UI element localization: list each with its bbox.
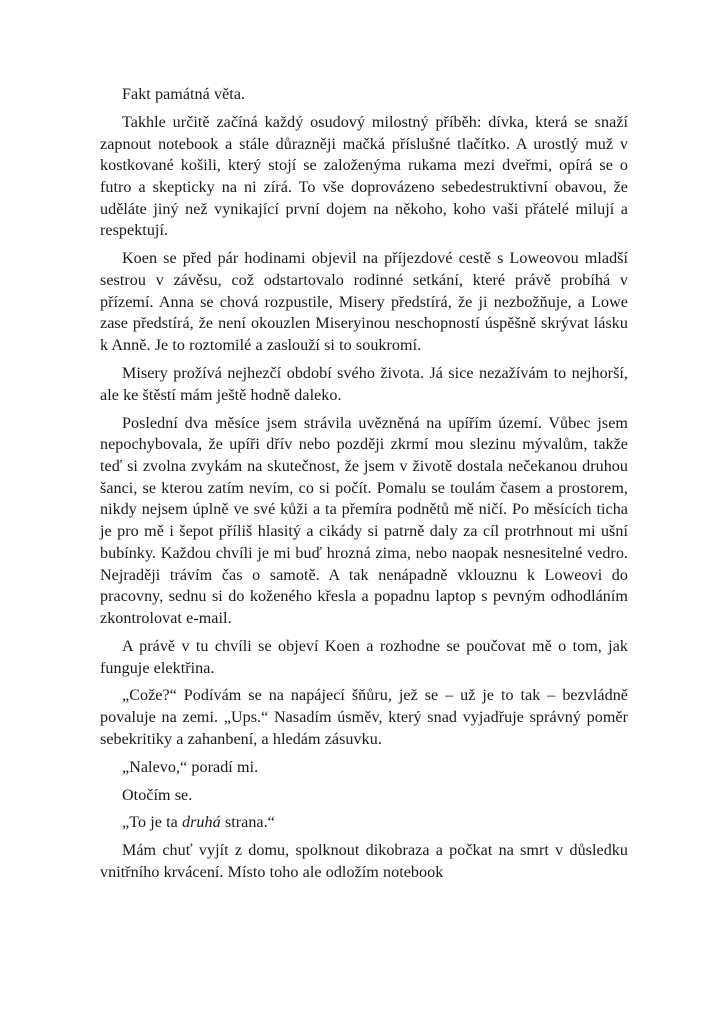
- paragraph-10-emphasis: druhá: [182, 814, 221, 832]
- paragraph-10-suffix: strana.“: [220, 814, 275, 832]
- paragraph-10-prefix: „To je ta: [122, 814, 182, 832]
- paragraph-8: „Nalevo,“ poradí mi.: [122, 758, 259, 776]
- paragraph-10: [100, 812, 628, 834]
- paragraph-4: Misery prožívá nejhezčí období svého života. Já sice nezažívám to nejhorší, ale ke štěstí mám ještě hodně daleko.: [100, 365, 628, 404]
- paragraph-6: A právě v tu chvíli se objeví Koen a rozhodne se poučovat mě o tom, jak funguje elektřina.: [100, 637, 628, 677]
- paragraph-5: Poslední dva měsíce jsem strávila uvězněná na upířím území. Vůbec jsem nepochybovala, že upíři dřív nebo později zkrmí mou slezinu mývalům, takže teď si zvolna zvykám na skutečnost, že jsem v životě dostala nečekanou druhou šanci, se kterou zatím nevím, co si počít. Pomalu se toulám časem a prostorem, nikdy nejsem úplně ve své kůži a ta přemíra podnětů mě ničí. Po měsících ticha je pro mě i šepot příliš hlasitý a cikády si patrně daly za cíl protrhnout mi ušní bubínky. Každou chvíli je mi buď hrozná zima, nebo naopak nesnesitelné vedro. Nejraději trávím čas o samotě. A tak nenápadně vklouznu k Loweovi do pracovny, sednu si do koženého křesla a popadnu laptop s pevným odhodláním zkontrolovat e-mail.: [100, 414, 628, 627]
- paragraph-2: Takhle určitě začíná každý osudový milostný příběh: dívka, která se snaží zapnout notebook a stále důrazněji mačká příslušné tlačítko. A urostlý muž v kostkované košili, který stojí se založenýma rukama mezi dveřmi, opírá se o futro a skepticky na ni zírá. To vše doprovázeno sebedestruktivní obavou, že uděláte jiný než vynikající první dojem na někoho, koho vaši přátelé milují a respektují.: [100, 113, 628, 240]
- paragraph-1: Fakt památná věta.: [122, 86, 246, 103]
- page-text-block: [100, 84, 628, 884]
- paragraph-3: Koen se před pár hodinami objevil na příjezdové cestě s Loweovou mladší sestrou v závěsu, což odstartovalo rodinné setkání, které právě probíhá v přízemí. Anna se chová rozpustile, Misery předstírá, že ji nezbožňuje, a Lowe zase předstírá, že není okouzlen Miseryinou neschopností úspěšně skrývat lásku k Anně. Je to roztomilé a zaslouží si to soukromí.: [100, 250, 628, 355]
- paragraph-11: Mám chuť vyjít z domu, spolknout dikobraza a počkat na smrt v důsledku vnitřního krvácení. Místo toho ale odložím notebook: [100, 842, 628, 882]
- paragraph-9: Otočím se.: [122, 786, 193, 804]
- paragraph-7: „Cože?“ Podívám se na napájecí šňůru, jež se – už je to tak – bezvládně povaluje na zemi. „Ups.“ Nasadím úsměv, který snad vyjadřuje správný poměr sebekritiky a zahanbení, a hledám zásuvku.: [100, 687, 628, 748]
